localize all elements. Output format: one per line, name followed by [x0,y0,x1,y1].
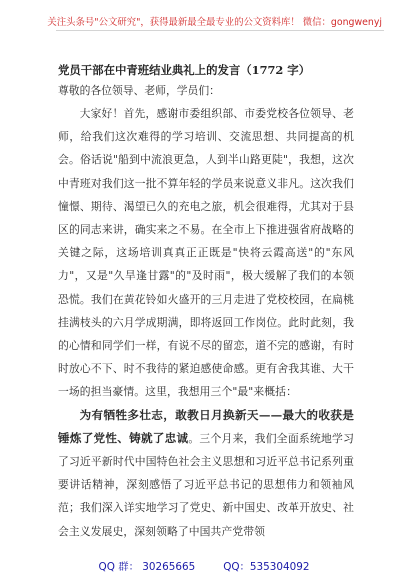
footer-qq-group: QQ 群： 30265665 [98,561,196,573]
paragraph-first-point [58,404,354,543]
header-banner [0,0,408,46]
document-body [58,62,354,543]
footer-contact [0,558,408,573]
salutation: 尊敬的各位领导、老师，学员们： [58,84,220,97]
section-text: 。三个月来，我们全面系统地学习了习近平新时代中国特色社会主义思想和习近平总书记系列重要讲话精神，深刻感悟了习近平总书记的思想伟力和领袖风范；我们深入详实地学习了党史、新中国史、改革开放史、社会主义发展史，深刻领略了中国共产党带领 [58,431,354,538]
banner-notice: 关注头条号"公文研究"，获得最新最全最专业的公文资料库！ 微信：gongwenyj [47,17,382,28]
paragraph-opening: 大家好！首先，感谢市委组织部、市委党校各位领导、老师，给我们这次难得的学习培训、交流思想、共同提高的机会。俗话说"船到中流浪更急，人到半山路更陡"，我想，这次中青班对我们这一批不算年轻的学员来说意义非凡。这次我们憧憬、期待、渴望已久的充电之旅，机会很难得，尤其对于县区的同志来讲，确实来之不易。在全市上下推进强省府战略的关键之际，这场培训真真正正既是"快将云霞高送"的"东风力"，又是"久旱逢甘露"的"及时雨"，极大缓解了我们的本领恐慌。我们在黄花铃如火盛开的三月走进了党校校园，在扁桃挂满枝头的六月学成期满，即将返回工作岗位。此时此刻，我的心情和同学们一样，有说不尽的留恋，道不完的感谢，有时时放心不下、时不我待的紧迫感使命感。更有舍我其谁、大干一场的担当豪情。这里，我想用三个"最"来概括： [58,107,354,399]
speech-text [58,102,354,543]
header-divider [56,30,384,31]
document-title: 党员干部在中青班结业典礼上的发言（1772 字） [58,63,311,77]
section-heading: 为有牺牲多壮志，敢教日月换新天——最大的收获是锤炼了党性、铸就了忠诚 [58,407,354,445]
footer-qq-number: QQ：535304092 [223,561,310,573]
